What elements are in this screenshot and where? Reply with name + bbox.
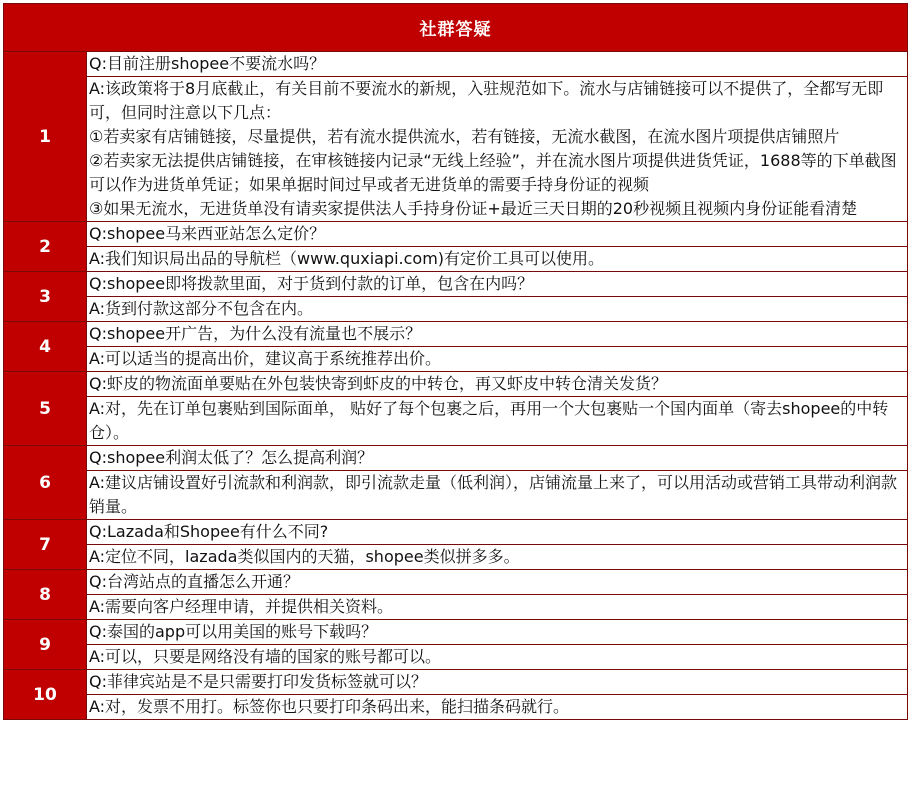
faq-question: Q:shopee马来西亚站怎么定价？ [87,222,908,247]
faq-question: Q:shopee即将拨款里面，对于货到付款的订单，包含在内吗？ [87,272,908,297]
faq-question-row [4,570,908,595]
faq-question-row [4,446,908,471]
faq-answer-row [4,77,908,222]
faq-answer-row [4,471,908,520]
faq-answer [87,77,908,222]
faq-question: Q:目前注册shopee不要流水吗？ [87,52,908,77]
faq-number: 1 [4,52,87,222]
faq-body [4,52,908,720]
faq-question-row [4,52,908,77]
faq-answer-line: A:可以，只要是网络没有墙的国家的账号都可以。 [89,647,442,666]
faq-answer-line: ③如果无流水，无进货单没有请卖家提供法人手持身份证+最近三天日期的20秒视频且视频内身份证能看清楚 [89,199,858,218]
faq-answer-line: A:货到付款这部分不包含在内。 [89,299,314,318]
faq-answer [87,595,908,620]
faq-answer-line: A:建议店铺设置好引流款和利润款，即引流款走量（低利润），店铺流量上来了，可以用活动或营销工具带动利润款销量。 [89,473,898,516]
faq-question-row [4,272,908,297]
faq-question-row [4,222,908,247]
faq-question-row [4,520,908,545]
faq-question: Q:shopee开广告，为什么没有流量也不展示？ [87,322,908,347]
faq-answer-line: A:我们知识局出品的导航栏（www.quxiapi.com)有定价工具可以使用。 [89,249,605,268]
faq-number: 10 [4,670,87,720]
faq-answer-line: ①若卖家有店铺链接，尽量提供，若有流水提供流水，若有链接，无流水截图，在流水图片项提供店铺照片 [89,127,840,146]
faq-answer-line: A:定位不同，lazada类似国内的天猫，shopee类似拼多多。 [89,547,520,566]
faq-question: Q:菲律宾站是不是只需要打印发货标签就可以？ [87,670,908,695]
faq-question: Q:shopee利润太低了？怎么提高利润？ [87,446,908,471]
faq-question: Q:Lazada和Shopee有什么不同? [87,520,908,545]
faq-question-row [4,372,908,397]
faq-question-row [4,670,908,695]
faq-answer [87,645,908,670]
faq-answer-row [4,545,908,570]
faq-answer-line: ②若卖家无法提供店铺链接，在审核链接内记录“无线上经验”，并在流水图片项提供进货凭证，1688等的下单截图可以作为进货单凭证；如果单据时间过早或者无进货单的需要手持身份证的视频 [89,151,897,194]
faq-question: Q:泰国的app可以用美国的账号下载吗？ [87,620,908,645]
faq-number: 4 [4,322,87,372]
faq-answer [87,695,908,720]
faq-question-row [4,322,908,347]
faq-answer-row [4,695,908,720]
faq-answer [87,247,908,272]
faq-number: 2 [4,222,87,272]
faq-number: 8 [4,570,87,620]
faq-answer-line: A:对，先在订单包裹贴到国际面单， 贴好了每个包裹之后，再用一个大包裹贴一个国内面单（寄去shopee的中转仓）。 [89,399,889,442]
faq-answer-line: A:需要向客户经理申请，并提供相关资料。 [89,597,394,616]
faq-question-row [4,620,908,645]
faq-answer-row [4,297,908,322]
faq-number: 7 [4,520,87,570]
faq-number: 5 [4,372,87,446]
table-title: 社群答疑 [4,4,908,52]
faq-answer [87,471,908,520]
faq-answer-line: A:可以适当的提高出价，建议高于系统推荐出价。 [89,349,442,368]
faq-answer [87,545,908,570]
faq-answer [87,397,908,446]
faq-question: Q:虾皮的物流面单要贴在外包装快寄到虾皮的中转仓，再又虾皮中转仓清关发货？ [87,372,908,397]
faq-answer [87,297,908,322]
faq-answer-row [4,397,908,446]
faq-answer-line: A:对，发票不用打。标签你也只要打印条码出来，能扫描条码就行。 [89,697,570,716]
faq-answer-row [4,247,908,272]
faq-answer-row [4,645,908,670]
faq-number: 6 [4,446,87,520]
faq-number: 3 [4,272,87,322]
faq-answer [87,347,908,372]
faq-answer-line: A:该政策将于8月底截止，有关目前不要流水的新规，入驻规范如下。流水与店铺链接可以不提供了，全都写无即可，但同时注意以下几点： [89,79,884,122]
faq-answer-row [4,347,908,372]
faq-table [3,3,908,720]
faq-number: 9 [4,620,87,670]
faq-answer-row [4,595,908,620]
faq-question: Q:台湾站点的直播怎么开通？ [87,570,908,595]
